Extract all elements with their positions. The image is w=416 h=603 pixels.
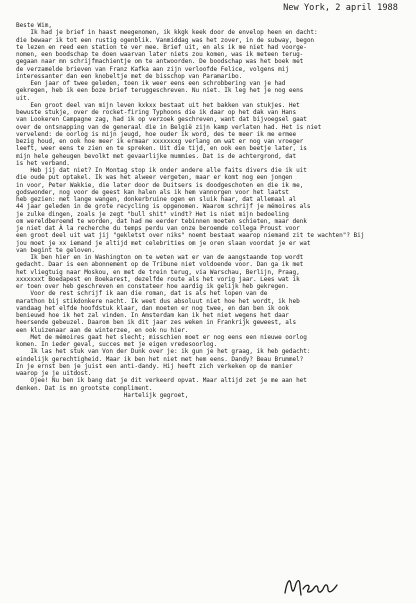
signature-scribble [281,573,341,599]
letter-body: Beste Wim, Ik had je brief in haast meegenomen, ik kkgk keek door de envelop heen en dacht: die bewaar ik tot een rustig ogenblik. Vanmiddag was het zover, in de subway, begon te lezen en reed een station te ver mee. Brief uit, en als ik me niet had voorge- nomen, een boodschap te doen waarvan later niets zou komen, was ik meteen terug- gegaan naar mn schrijfmachientje om te antwoorden. De boodschap was het boek met de verzamelde brieven van Franz Kafka aan zijn verloofde Felice, volgens mij interessanter dan een knobeltje met de bisschop van Paramaribo. Een jaar of twee geleden, toen ik weer eens een schrobbering van je had gekregen, heb ik een boze brief teruggeschreven. Nu niet. Ik leg het je nog eens uit. Een groot deel van mijn leven kxkxx bestaat uit het bakken van stukjes. Het bewuste stukje, over de rocket-firing Typhoons die ik daar op het dak van Hans van Lookeren Campagne zag, had ik op verzoek geschreven, want dat bijvoegsel gaat over de ontsnapping van de generaal die in België zijn kamp verlaten had. Het is niet vervelend: de oorlog is mijn jeugd, hoe ouder ik word, des te meer ik me ermee bezig houd, en ook hoe meer ik ermaar xxxxxxxg verlang om wat er nog van vroeger leeft, weer eens te zien en te spreken. Uit die tijd, en ook een beetje later, is mijn hele geheugen bevolkt met gevaarlijke mummies. Dat is de achtergrond, dat is het verband. Heb jij dat niet? In Montag stop ik onder andere alle faits divers die ik uit die oude put optakel. Ik was het alweer vergeten, maar er komt nog een jongen in voor, Peter Wakkie, die later door de Duitsers is doodgeschoten en die ik me, godswonder, nog voor de geest kan halen als ik hem vannorgen voor het laatst heb gezien: met lange wangen, donkerbruine ogen en sluik haar, dat allemaal al 44 jaar geleden in de grote recycling is opgenomen. Waarom schrijf je mémoires als je zulke dingen, zoals je zegt "bull shit" vindt? Het is niet mijn bedoeling om wereldberoemd te worden, dat had me eerder tebinnen moeten schieten, maar denk je niet dat À la recherche du temps perdu van onze beroemde collega Proust voor een groot deel uit wat jij "gekletst over niks" noemt bestaat waarop niemand zit te wachten"? Bij jou moet je xx iemand je altijd met celebrities om je oren slaan voordat je er wat van begint te geloven. Ik ben hier en in Washington om te weten wat er van de aangstaande top wordt gedacht. Daar is een abonnement op de Tribune niet voldoende voor. Dan ga ik met het vliegtuig naar Moskou, en met de trein terug, via Warschau, Berlijn, Praag, xxxxxxxt Boedapest en Boekarest, dezelfde route als het vorig jaar. Lees wat ik er toen over heb geschreven en constateer hoe aardig ik gelijk heb gekregen. Voor de rest schrijf ik aan die roman, dat is als het lopen van de marathon bij stikdonkere nacht. Ik weet dus absoluut niet hoe het wordt, ik heb vandaag het elfde hoofdstuk klaar, dan moeten er nog twee, en dan ben ik ook benieuwd hoe ik het zal vinden. In Amsterdam kan ik het niet wegens het daar heersende gebeuzel. Daarom ben ik dit jaar zes weken in Frankrijk geweest, als een kluizenaar aan de winterzee, en ook nu hier. Met de mémoires gaat het slecht; misschien moet er nog eens een nieuwe oorlog komen. In ieder geval, succes met je eigen vredesoorlog. Ik las het stuk van Von der Dunk over je: ik gun je het graag, ik heb gedacht: eindelijk gerechtigheid. Maar ik ben het niet met hem eens. Dandy? Beau Brummel? In je ernst ben je juist een anti-dandy. Hij heeft zich verkeken op de manier waarop je je uitdost. Ojee! Nu ben ik bang dat je dit verkeerd opvat. Maar altijd zet je me aan het denken. Dat is mn grootste compliment. Hartelijk gegroet, [16,22,365,399]
letter-dateline: New York, 2 april 1988 [283,3,398,13]
handwritten-signature [281,573,341,599]
